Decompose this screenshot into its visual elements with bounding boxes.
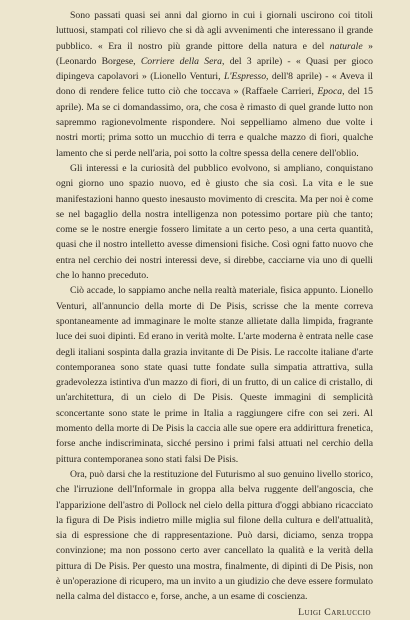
text-run: Ora, può darsi che la restituzione del Futurismo al suo genuino livello storico, che l'irruzione dell'Informale in groppa alla belva ruggente dell'angoscia, che l'apparizione dell'astro di Pollock nel cielo della pittura d'oggi abbiano ricacciato la figura di De Pisis indietro mille miglia sul filone della cultura e dell'attualità, sia di espressione che di rappresentazione. Può darsi, diciamo, senza troppa convinzione; ma non possono certo aver cancellato la qualità e la verità della pittura di De Pisis. Per questo una mostra, finalmente, di dipinti di De Pisis, non è un'operazione di ricupero, ma un invito a un giudizio che deve essere formulato nella calma del distacco e, forse, anche, a un esame di coscienza. bbox=[56, 468, 373, 603]
text-run: , del 3 aprile) - « Quasi per gioco dipingeva capolavori » (Lionello Venturi, bbox=[56, 55, 373, 83]
text-run: , del 15 aprile). Ma se ci domandassimo, ora, che cosa è rimasto di quel grande lutto non sapremmo ragionevolmente rispondere. Noi seppelliamo almeno due volte i nostri morti; prima sotto un mucchio di terra e qualche mazzo di fiori, qualche lamento che si perde nell'aria, poi sotto la coltre spessa della cenere dell'oblio. bbox=[56, 86, 373, 159]
paragraph-3 bbox=[56, 283, 373, 467]
paragraph-4 bbox=[56, 467, 373, 605]
paragraph-2 bbox=[56, 161, 373, 283]
article-body bbox=[56, 8, 373, 605]
text-run: Gli interessi e la curiosità del pubblico evolvono, si ampliano, conquistano ogni giorno uno spazio nuovo, ed è giusto che sia così. La vita e le sue manifestazioni hanno questo inesausto movimento di crescita. Ma per noi è come se nel bagaglio della nostra intelligenza non potessimo portare più che tanto; come se le nostre energie fossero limitate a un certo peso, a una certa quantità, quasi che il nostro intelletto avesse dimensioni fisiche. Così ogni fatto nuovo che entra nel cerchio dei nostri interessi deve, si direbbe, cacciarne via uno di quelli che lo hanno preceduto. bbox=[56, 162, 373, 282]
author-signature: Luigi Carluccio bbox=[298, 606, 371, 618]
italic-title: L'Espresso bbox=[223, 71, 267, 83]
italic-title: Corriere della Sera bbox=[140, 55, 223, 67]
text-run: , dell'8 aprile) - « Aveva il dono di rendere felice tutto ciò che toccava » (Raffaele Carrieri, bbox=[56, 71, 373, 98]
text-run: Ciò accade, lo sappiamo anche nella realtà materiale, fisica appunto. Lionello Venturi, all'annuncio della morte di De Pisis, scrisse che la mente correva spontaneamente ad immaginare le molte stanze allietate dalla limpida, fragrante luce dei suoi dipinti. Ed erano in verità molte. L'arte moderna è entrata nelle case degli italiani sospinta dalla grazia invitante di De Pisis. Le raccolte italiane d'arte contemporanea sono state quasi tutte fondate sulla simpatia attrattiva, sulla gradevolezza istintiva d'un mazzo di fiori, di un frutto, di un calice di cristallo, di un'architettura, di un cielo di De Pisis. Queste immagini di semplicità sconcertante sono state le prime in Italia a raggiungere cifre con sei zeri. Al momento della morte di De Pisis la caccia alle sue opere era addirittura frenetica, forse anche indiscriminata, sicché persino i primi falsi attuati nel cerchio della pittura contemporanea sono stati falsi De Pisis. bbox=[56, 285, 373, 465]
text-run: Sono passati quasi sei anni dal giorno in cui i giornali uscirono coi titoli luttuosi, stampati col rilievo che si dà agli avvenimenti che interessano il grande pubblico. « Era il nostro più grande pittore della natura e del bbox=[56, 10, 373, 52]
italic-title: naturale bbox=[329, 40, 363, 52]
text-run: » (Leonardo Borgese, bbox=[56, 40, 374, 67]
paragraph-1 bbox=[56, 8, 373, 161]
italic-title: Epoca bbox=[317, 86, 343, 98]
